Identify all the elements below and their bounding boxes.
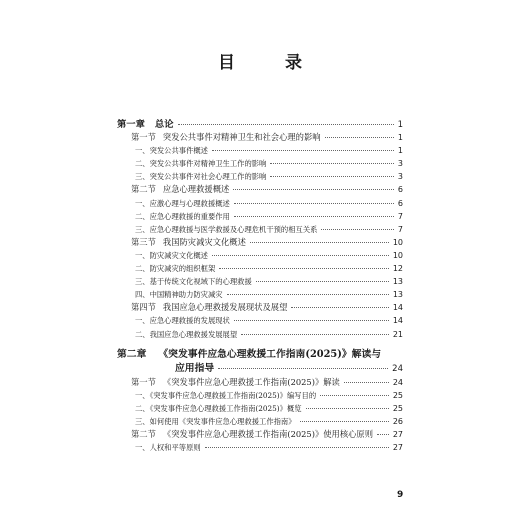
page-ref: 25	[392, 403, 403, 413]
page-title: 目 录	[218, 53, 324, 73]
page-ref: 21	[392, 329, 403, 339]
toc-item[interactable]	[117, 275, 403, 288]
toc-item[interactable]	[117, 223, 403, 236]
table-of-contents	[117, 118, 403, 454]
leader-dots	[300, 421, 389, 422]
leader-dots	[377, 434, 389, 435]
toc-item[interactable]	[117, 328, 403, 341]
page-ref: 1	[397, 133, 403, 143]
page-ref: 10	[392, 250, 403, 260]
leader-dots	[344, 382, 389, 383]
item-title: 二、突发公共事件对精神卫生工作的影响	[135, 159, 267, 169]
chapter-label: 第一章	[117, 119, 145, 130]
toc-section[interactable]	[117, 376, 403, 389]
page-ref: 14	[392, 303, 403, 313]
page-ref: 1	[397, 146, 403, 156]
toc-item[interactable]	[117, 402, 403, 415]
item-title: 二、《突发事件应急心理救援工作指南(2025)》概览	[135, 403, 302, 413]
page-ref: 1	[397, 120, 403, 130]
section-title: 应急心理救援概述	[162, 184, 230, 195]
item-title: 三、基于传统文化视域下的心理救援	[135, 277, 252, 287]
section-title: 《突发事件应急心理救援工作指南(2025)》使用核心原则	[162, 428, 374, 439]
toc-section[interactable]	[117, 428, 403, 441]
page-ref: 7	[397, 211, 403, 221]
leader-dots	[212, 150, 394, 151]
leader-dots	[256, 281, 389, 282]
page-ref: 24	[392, 377, 403, 387]
toc-item[interactable]	[117, 157, 403, 170]
page-ref: 27	[392, 443, 403, 453]
leader-dots	[178, 124, 394, 125]
item-title: 三、如何使用《突发事件应急心理救援工作指南》	[135, 416, 296, 426]
toc-section[interactable]	[117, 131, 403, 144]
toc-item[interactable]	[117, 210, 403, 223]
item-title: 一、应急心理救援的发展现状	[135, 316, 230, 326]
item-title: 一、突发公共事件概述	[135, 146, 208, 156]
page-ref: 26	[392, 416, 403, 426]
page-number: 9	[397, 490, 404, 500]
leader-dots	[321, 229, 393, 230]
item-title: 四、中国精神助力防灾减灾	[135, 290, 223, 300]
chapter-title: 《突发事件应急心理救援工作指南(2025)》解读与	[158, 348, 382, 360]
leader-dots	[325, 137, 394, 138]
leader-dots	[233, 189, 394, 190]
section-label: 第二节	[131, 184, 156, 195]
page-ref: 25	[392, 390, 403, 400]
section-title: 突发公共事件对精神卫生和社会心理的影响	[162, 132, 321, 143]
toc-item[interactable]	[117, 314, 403, 327]
leader-dots	[270, 176, 394, 177]
chapter-title-continued: 应用指导	[175, 362, 215, 374]
toc-item[interactable]	[117, 144, 403, 157]
item-title: 一、防灾减灾文化概述	[135, 250, 208, 260]
page-ref: 6	[397, 185, 403, 195]
leader-dots	[218, 368, 388, 369]
item-title: 三、应急心理救援与医学救援及心理危机干预的相互关系	[135, 224, 318, 234]
item-title: 二、防灾减灾的组织框架	[135, 264, 216, 274]
page-ref: 27	[392, 429, 403, 439]
toc-item[interactable]	[117, 389, 403, 402]
leader-dots	[270, 163, 394, 164]
page-ref: 10	[392, 237, 403, 247]
page-ref: 12	[392, 264, 403, 274]
chapter-title-line-2	[117, 362, 403, 376]
chapter-title-line-1	[117, 348, 403, 362]
section-label: 第三节	[131, 236, 156, 247]
page-ref: 13	[392, 290, 403, 300]
section-title: 《突发事件应急心理救援工作指南(2025)》解读	[162, 376, 340, 387]
page-ref: 14	[392, 316, 403, 326]
section-title: 我国应急心理救援发展现状及展望	[162, 302, 288, 313]
leader-dots	[291, 307, 388, 308]
toc-item[interactable]	[117, 288, 403, 301]
section-label: 第四节	[131, 302, 156, 313]
item-title: 二、我国应急心理救援发展展望	[135, 329, 238, 339]
leader-dots	[306, 408, 389, 409]
toc-item[interactable]	[117, 197, 403, 210]
page-ref: 6	[397, 198, 403, 208]
item-title: 三、突发公共事件对社会心理工作的影响	[135, 172, 267, 182]
toc-chapter-2[interactable]	[117, 348, 403, 376]
leader-dots	[212, 255, 389, 256]
item-title: 一、应激心理与心理救援概述	[135, 198, 230, 208]
item-title: 一、《突发事件应急心理救援工作指南(2025)》编写目的	[135, 390, 317, 400]
spacer	[117, 341, 403, 348]
leader-dots	[205, 447, 389, 448]
section-label: 第二节	[131, 428, 156, 439]
page-ref: 13	[392, 277, 403, 287]
section-label: 第一节	[131, 132, 156, 143]
page-ref: 7	[397, 224, 403, 234]
leader-dots	[320, 395, 389, 396]
leader-dots	[234, 216, 394, 217]
toc-section[interactable]	[117, 236, 403, 249]
leader-dots	[250, 242, 389, 243]
toc-section[interactable]	[117, 301, 403, 314]
page-ref: 24	[392, 363, 403, 374]
toc-chapter-1[interactable]	[117, 118, 403, 131]
toc-item[interactable]	[117, 249, 403, 262]
item-title: 二、应急心理救援的重要作用	[135, 211, 230, 221]
toc-item[interactable]	[117, 262, 403, 275]
toc-item[interactable]	[117, 170, 403, 183]
section-label: 第一节	[131, 376, 156, 387]
item-title: 一、人权和平等原则	[135, 443, 201, 453]
page-ref: 3	[397, 159, 403, 169]
page-ref: 3	[397, 172, 403, 182]
leader-dots	[234, 203, 394, 204]
chapter-title: 总论	[154, 119, 174, 130]
leader-dots	[219, 268, 389, 269]
section-title: 我国防灾减灾文化概述	[162, 236, 246, 247]
toc-section[interactable]	[117, 183, 403, 196]
toc-item[interactable]	[117, 415, 403, 428]
leader-dots	[241, 334, 389, 335]
chapter-label: 第二章	[117, 348, 147, 360]
leader-dots	[234, 320, 389, 321]
leader-dots	[227, 294, 389, 295]
toc-item[interactable]	[117, 441, 403, 454]
